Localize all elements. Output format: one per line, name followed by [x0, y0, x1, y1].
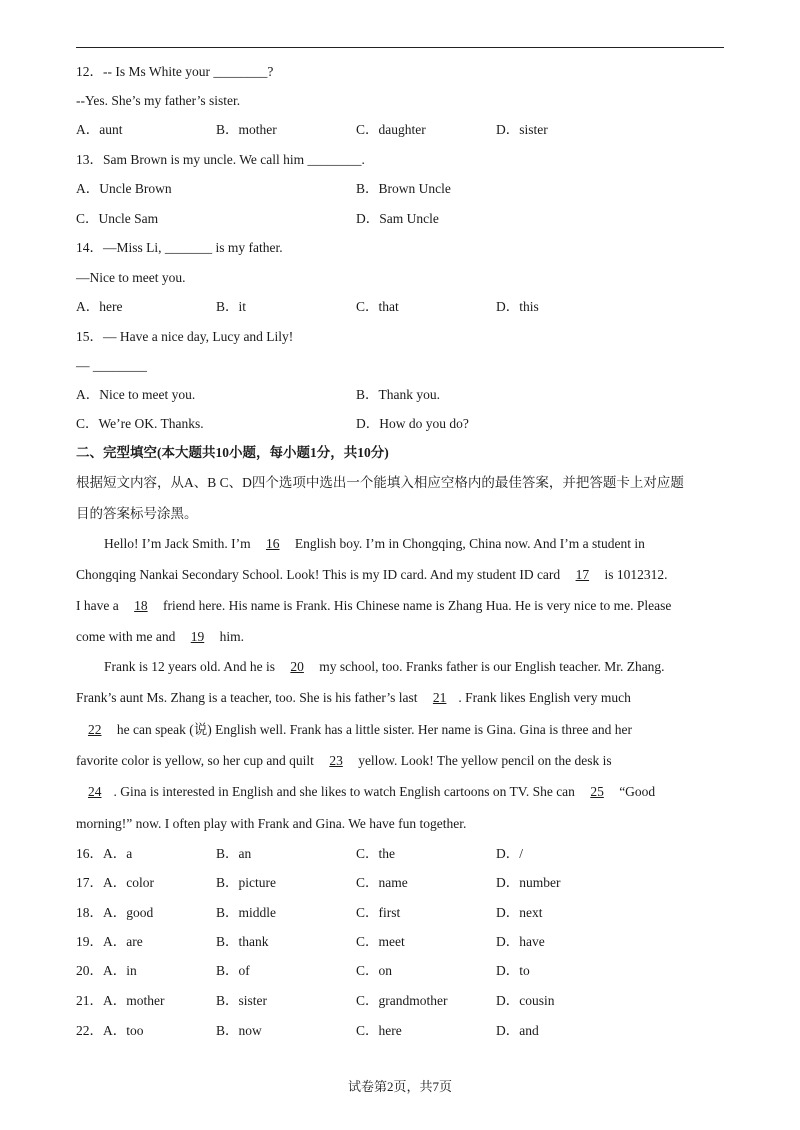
passage-line: come with me and 19 him. — [76, 629, 244, 644]
answer-18-b: B．middle — [216, 905, 276, 920]
answer-20-c: C．on — [356, 963, 393, 978]
answer-19-d: D．have — [496, 934, 545, 949]
answer-21-d: D．cousin — [496, 993, 555, 1008]
option-13-a: A．Uncle Brown — [76, 181, 172, 196]
answer-22-c: C．here — [356, 1023, 402, 1038]
blank-16: 16 — [265, 536, 280, 551]
passage-line: 22 he can speak (说) English well. Frank has a little sister. Her name is Gina. Gina is three and her — [76, 721, 632, 739]
option-14-c: C．that — [356, 299, 399, 314]
answer-16-a: 16．A．a — [76, 846, 133, 861]
passage-line: I have a 18 friend here. His name is Frank. His Chinese name is Zhang Hua. He is very nice to me. Please — [76, 598, 672, 613]
option-15-d: D．How do you do? — [356, 416, 469, 431]
passage-line: Chongqing Nankai Secondary School. Look! This is my ID card. And my student ID card 17 is 1012312. — [76, 567, 668, 582]
answer-19-b: B．thank — [216, 934, 269, 949]
answer-17-c: C．name — [356, 875, 408, 890]
answer-18-c: C．first — [356, 905, 401, 920]
option-12-d: D．sister — [496, 122, 548, 137]
option-14-a: A．here — [76, 299, 123, 314]
answer-18-a: 18．A．good — [76, 905, 154, 920]
answer-21-a: 21．A．mother — [76, 993, 165, 1008]
question-14-stem: 14．—Miss Li, _______ is my father. — [76, 240, 283, 255]
answer-20-a: 20．A．in — [76, 963, 137, 978]
section-heading: 二、完型填空(本大题共10小题，每小题1分，共10分) — [76, 445, 389, 460]
passage-line: Frank’s aunt Ms. Zhang is a teacher, too. She is his father’s last 21 . Frank likes English very much — [76, 690, 631, 705]
passage-line: Hello! I’m Jack Smith. I’m 16 English boy. I’m in Chongqing, China now. And I’m a student in — [104, 536, 645, 551]
option-12-b: B．mother — [216, 122, 277, 137]
option-14-d: D．this — [496, 299, 539, 314]
option-13-d: D．Sam Uncle — [356, 211, 439, 226]
question-15-reply: — ________ — [76, 358, 147, 373]
passage-line: morning!” now. I often play with Frank and Gina. We have fun together. — [76, 816, 467, 831]
blank-17: 17 — [575, 567, 590, 582]
option-15-a: A．Nice to meet you. — [76, 387, 196, 402]
answer-22-b: B．now — [216, 1023, 262, 1038]
page-footer: 试卷第2页，共7页 — [347, 1079, 452, 1094]
passage-line: favorite color is yellow, so her cup and quilt 23 yellow. Look! The yellow pencil on the desk is — [76, 753, 612, 768]
answer-19-a: 19．A．are — [76, 934, 143, 949]
option-12-c: C．daughter — [356, 122, 426, 137]
answer-19-c: C．meet — [356, 934, 405, 949]
blank-22: 22 — [88, 722, 102, 737]
passage-line: 24 . Gina is interested in English and she likes to watch English cartoons on TV. She can 25 “Good — [76, 783, 655, 801]
answer-22-d: D．and — [496, 1023, 539, 1038]
answer-22-a: 22．A．too — [76, 1023, 144, 1038]
option-13-b: B．Brown Uncle — [356, 181, 451, 196]
answer-20-d: D．to — [496, 963, 530, 978]
answer-17-b: B．picture — [216, 875, 276, 890]
question-12-stem: 12．-- Is Ms White your ________? — [76, 64, 274, 79]
answer-17-d: D．number — [496, 875, 561, 890]
option-14-b: B．it — [216, 299, 247, 314]
option-13-c: C．Uncle Sam — [76, 211, 159, 226]
answer-16-d: D．/ — [496, 846, 523, 861]
answer-18-d: D．next — [496, 905, 543, 920]
header-rule — [76, 47, 724, 48]
section-instruction-1: 根据短文内容，从A、B C、D四个选项中选出一个能填入相应空格内的最佳答案，并把答题卡上对应题 — [76, 475, 684, 490]
answer-16-c: C．the — [356, 846, 395, 861]
answer-21-b: B．sister — [216, 993, 268, 1008]
option-15-b: B．Thank you. — [356, 387, 440, 402]
blank-21: 21 — [432, 690, 447, 705]
blank-20: 20 — [290, 659, 304, 674]
answer-17-a: 17．A．color — [76, 875, 154, 890]
option-15-c: C．We’re OK. Thanks. — [76, 416, 204, 431]
answer-16-b: B．an — [216, 846, 252, 861]
question-15-stem: 15．— Have a nice day, Lucy and Lily! — [76, 329, 294, 344]
question-12-reply: --Yes. She’s my father’s sister. — [76, 93, 241, 108]
option-12-a: A．aunt — [76, 122, 123, 137]
blank-23: 23 — [329, 753, 343, 768]
blank-18: 18 — [134, 598, 148, 613]
question-14-reply: —Nice to meet you. — [76, 270, 186, 285]
blank-25: 25 — [590, 784, 604, 799]
blank-24: 24 — [88, 784, 102, 799]
blank-19: 19 — [190, 629, 205, 644]
passage-line: Frank is 12 years old. And he is 20 my school, too. Franks father is our English teacher. Mr. Zhang. — [104, 659, 665, 674]
answer-20-b: B．of — [216, 963, 250, 978]
answer-21-c: C．grandmother — [356, 993, 448, 1008]
section-instruction-2: 目的答案标号涂黑。 — [76, 506, 198, 521]
question-13-stem: 13．Sam Brown is my uncle. We call him ________. — [76, 152, 365, 167]
